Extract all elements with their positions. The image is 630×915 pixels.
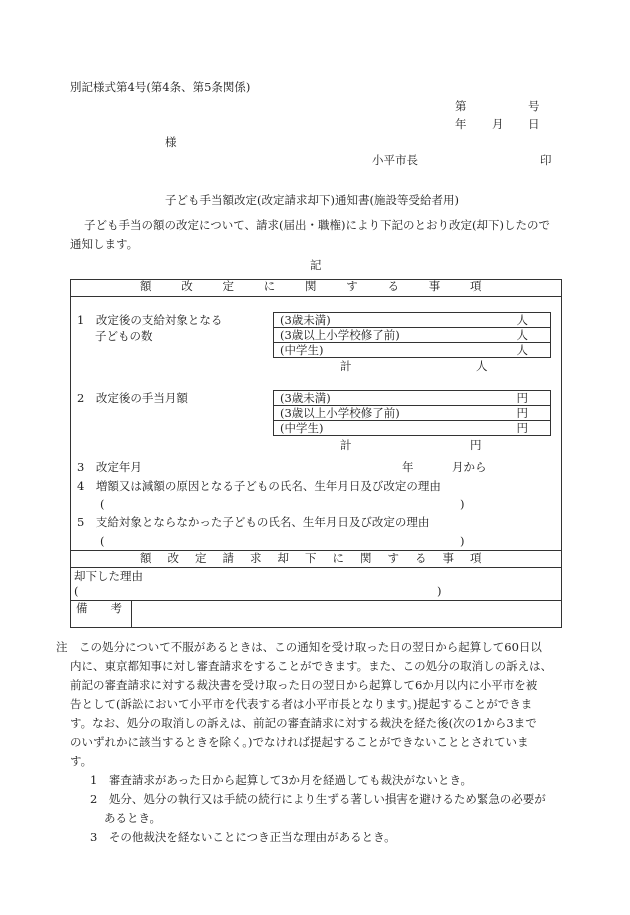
notes-section	[56, 638, 565, 847]
item2-row-label: (3歳未満)	[280, 391, 331, 405]
revision-section-header	[140, 281, 480, 295]
item1-row-unit: 人	[516, 313, 528, 327]
item3-label: 3 改定年月	[77, 460, 142, 474]
item2-row-unit: 円	[516, 421, 528, 435]
reject-open-paren: (	[74, 584, 79, 598]
item4-open-paren: (	[100, 497, 105, 511]
note-item: あるとき。	[104, 811, 162, 825]
item2-row-unit: 円	[516, 406, 528, 420]
section-header-char: 改	[181, 279, 193, 293]
section-header-char: す	[387, 551, 399, 565]
document-title: 子ども手当額改定(改定請求却下)通知書(施設等受給者用)	[165, 193, 459, 207]
item2-label: 2 改定後の手当月額	[77, 391, 188, 405]
item1-row-label: (中学生)	[280, 343, 324, 357]
item2-row-label: (中学生)	[280, 421, 324, 435]
item1-row-label: (3歳未満)	[280, 313, 331, 327]
section-header-char: 改	[167, 551, 179, 565]
form-label: 別記様式第4号(第4条、第5条関係)	[70, 80, 251, 94]
item1-label-line1: 1 改定後の支給対象となる	[77, 313, 223, 327]
section-header-char: 項	[470, 279, 482, 293]
section-header-char: 却	[277, 551, 289, 565]
item2-row	[274, 391, 550, 406]
item5-close-paren: )	[460, 534, 465, 548]
section-header-char: す	[346, 279, 358, 293]
item4-close-paren: )	[460, 497, 465, 511]
note-line: のいずれかに該当するときを除く。)でなければ提起することができないこととされていま	[70, 735, 529, 749]
item1-count-table	[273, 312, 551, 358]
item2-total-label: 計	[340, 438, 352, 452]
item2-row-label: (3歳以上小学校修了前)	[280, 406, 400, 420]
item1-total-unit: 人	[476, 359, 488, 373]
reject-reason-label: 却下した理由	[74, 569, 143, 583]
reject-section-header	[140, 553, 480, 567]
section-header-char: 請	[222, 551, 234, 565]
section-header-char: 額	[140, 279, 152, 293]
intro-line-2: 通知します。	[70, 237, 139, 251]
section-header-char: 事	[442, 551, 454, 565]
section-header-char: 関	[360, 551, 372, 565]
section-header-char: る	[415, 551, 427, 565]
intro-line-1: 子ども手当の額の改定について、請求(届出・職権)により下記のとおり改定(却下)したので	[84, 218, 550, 232]
note-line: す。	[70, 754, 93, 768]
note-item: 1 審査請求があった日から起算して3か月を経過しても裁決がないとき。	[90, 773, 473, 787]
issuer: 小平市長	[372, 153, 418, 167]
item4-label: 4 増額又は減額の原因となる子どもの氏名、生年月日及び改定の理由	[77, 479, 441, 493]
item2-row-unit: 円	[516, 391, 528, 405]
recipient-suffix: 様	[165, 135, 177, 149]
item1-label-line2: 子どもの数	[95, 329, 153, 343]
item2-amount-table	[273, 390, 551, 436]
section-header-char: 関	[305, 279, 317, 293]
item1-row-unit: 人	[516, 343, 528, 357]
note-line: す。なお、処分の取消しの訴えは、前記の審査請求に対する裁決を経た後(次の1から3まで	[70, 716, 537, 730]
note-item: 2 処分、処分の執行又は手続の続行により生ずる著しい損害を避けるため緊急の必要が	[90, 792, 546, 806]
section-header-char: 下	[305, 551, 317, 565]
item1-row	[274, 313, 550, 328]
number-dai: 第	[455, 99, 467, 113]
number-go: 号	[528, 99, 540, 113]
date-month: 月	[492, 117, 504, 131]
section-header-char: 定	[222, 279, 234, 293]
item1-row	[274, 328, 550, 343]
item1-row-label: (3歳以上小学校修了前)	[280, 328, 400, 342]
item5-open-paren: (	[100, 534, 105, 548]
date-day: 日	[528, 117, 540, 131]
ki-label: 記	[310, 258, 322, 272]
item2-row	[274, 421, 550, 436]
item1-total-label: 計	[340, 359, 352, 373]
note-line: 内に、東京都知事に対し審査請求をすることができます。また、この処分の取消しの訴えは、	[70, 659, 553, 673]
note-line: 注 この処分について不服があるときは、この通知を受け取った日の翌日から起算して60日以	[56, 640, 542, 654]
item2-row	[274, 406, 550, 421]
section-header-char: 額	[140, 551, 152, 565]
item1-row-unit: 人	[516, 328, 528, 342]
item3-year: 年	[402, 460, 414, 474]
seal: 印	[540, 153, 552, 167]
section-header-char: に	[332, 551, 344, 565]
section-header-char: 項	[470, 551, 482, 565]
section-header-char: る	[387, 279, 399, 293]
section-header-char: 求	[250, 551, 262, 565]
item1-row	[274, 343, 550, 358]
section-header-char: に	[263, 279, 276, 293]
date-year: 年	[455, 117, 467, 131]
note-line: 告として(訴訟において小平市を代表する者は小平市長となります。)提起することができま	[70, 697, 533, 711]
section-header-char: 定	[195, 551, 207, 565]
section-header-char: 事	[428, 279, 441, 293]
note-line: 前記の審査請求に対する裁決書を受け取った日の翌日から起算して6か月以内に小平市を被	[70, 678, 538, 692]
item5-label: 5 支給対象とならなかった子どもの氏名、生年月日及び改定の理由	[77, 515, 430, 529]
item3-month-from: 月から	[452, 460, 487, 474]
item2-total-unit: 円	[470, 438, 482, 452]
reject-close-paren: )	[437, 584, 442, 598]
note-item: 3 その他裁決を経ないことにつき正当な理由があるとき。	[90, 830, 396, 844]
remarks-label: 備 考	[76, 601, 122, 615]
